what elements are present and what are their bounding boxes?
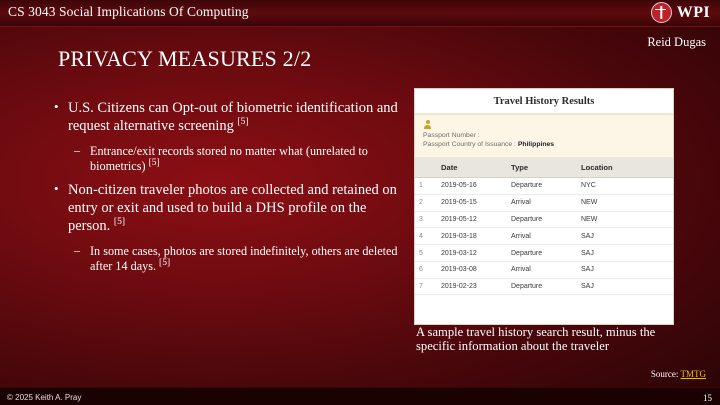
cell-date: 2019-05-16: [437, 178, 507, 195]
passport-number-label: Passport Number :: [423, 132, 480, 139]
cell-type: Arrival: [507, 261, 577, 278]
cell-type: Departure: [507, 211, 577, 228]
cell-date: 2019-03-08: [437, 261, 507, 278]
figure-caption: A sample travel history search result, minus the specific information about the traveler: [416, 325, 656, 354]
cell-index: 7: [415, 278, 437, 295]
bullet-text: U.S. Citizens can Opt-out of biometric identification and request alternative screening: [68, 100, 398, 134]
bullet-list: [52, 100, 402, 282]
page-number: 15: [703, 392, 712, 403]
table-row: [415, 261, 673, 278]
column-header-type: Type: [507, 158, 577, 178]
cell-location: SAJ: [577, 245, 673, 262]
cell-location: SAJ: [577, 261, 673, 278]
cell-type: Departure: [507, 178, 577, 195]
passport-country-label: Passport Country of Issuance :: [423, 141, 516, 148]
cell-location: SAJ: [577, 278, 673, 295]
cell-date: 2019-03-12: [437, 245, 507, 262]
results-table: [415, 158, 673, 295]
source-note: [651, 369, 706, 379]
bullet-ref: [5]: [159, 257, 171, 268]
travel-history-panel: [414, 88, 674, 325]
wpi-logo-text: WPI: [676, 3, 710, 21]
page-title: PRIVACY MEASURES 2/2: [58, 46, 312, 71]
cell-type: Arrival: [507, 194, 577, 211]
cell-index: 6: [415, 261, 437, 278]
bullet-item: [52, 182, 402, 234]
bullet-text: Entrance/exit records stored no matter what (unrelated to biometrics): [90, 144, 368, 174]
column-header-location: Location: [577, 158, 673, 178]
passport-country-value: Philippines: [517, 141, 555, 148]
cell-date: 2019-05-12: [437, 211, 507, 228]
cell-location: NEW: [577, 194, 673, 211]
source-label: Source:: [650, 369, 681, 379]
table-row: [415, 228, 673, 245]
table-row: [415, 178, 673, 195]
cell-index: 5: [415, 245, 437, 262]
bullet-ref: [5]: [113, 216, 125, 227]
wpi-seal-icon: [651, 2, 672, 23]
column-header-date: Date: [437, 158, 507, 178]
table-row: [415, 211, 673, 228]
cell-location: NEW: [577, 211, 673, 228]
bullet-item: [52, 100, 402, 135]
course-title: CS 3043 Social Implications Of Computing: [8, 4, 249, 19]
column-header-index: [415, 158, 437, 178]
source-link[interactable]: TMTG: [680, 369, 706, 379]
header-bar: [0, 0, 720, 27]
bullet-text: In some cases, photos are stored indefinitely, others are deleted after 14 days.: [90, 243, 398, 273]
cell-date: 2019-03-18: [437, 228, 507, 245]
copyright-text: © 2025 Keith A. Pray: [7, 393, 82, 402]
cell-location: SAJ: [577, 228, 673, 245]
cell-date: 2019-05-15: [437, 194, 507, 211]
passport-info: [415, 114, 673, 158]
passport-number-line: [423, 132, 665, 139]
table-row: [415, 278, 673, 295]
bullet-ref: [5]: [237, 117, 249, 128]
author-name: Reid Dugas: [647, 35, 706, 49]
panel-title: Travel History Results: [415, 89, 673, 114]
cell-type: Arrival: [507, 228, 577, 245]
cell-index: 4: [415, 228, 437, 245]
passport-country-line: [423, 141, 665, 148]
table-header-row: [415, 158, 673, 178]
table-row: [415, 194, 673, 211]
person-icon: [423, 120, 432, 129]
cell-index: 1: [415, 178, 437, 195]
bullet-item: [52, 244, 402, 273]
wpi-logo: [651, 2, 710, 23]
bullet-item: [52, 144, 402, 173]
cell-type: Departure: [507, 245, 577, 262]
bullet-text: Non-citizen traveler photos are collected and retained on entry or exit and used to build a DHS profile on the person.: [68, 182, 397, 234]
bullet-ref: [5]: [148, 158, 160, 169]
cell-type: Departure: [507, 278, 577, 295]
cell-location: NYC: [577, 178, 673, 195]
cell-index: 2: [415, 194, 437, 211]
table-row: [415, 245, 673, 262]
cell-index: 3: [415, 211, 437, 228]
cell-date: 2019-02-23: [437, 278, 507, 295]
footer-bar: [0, 387, 720, 405]
